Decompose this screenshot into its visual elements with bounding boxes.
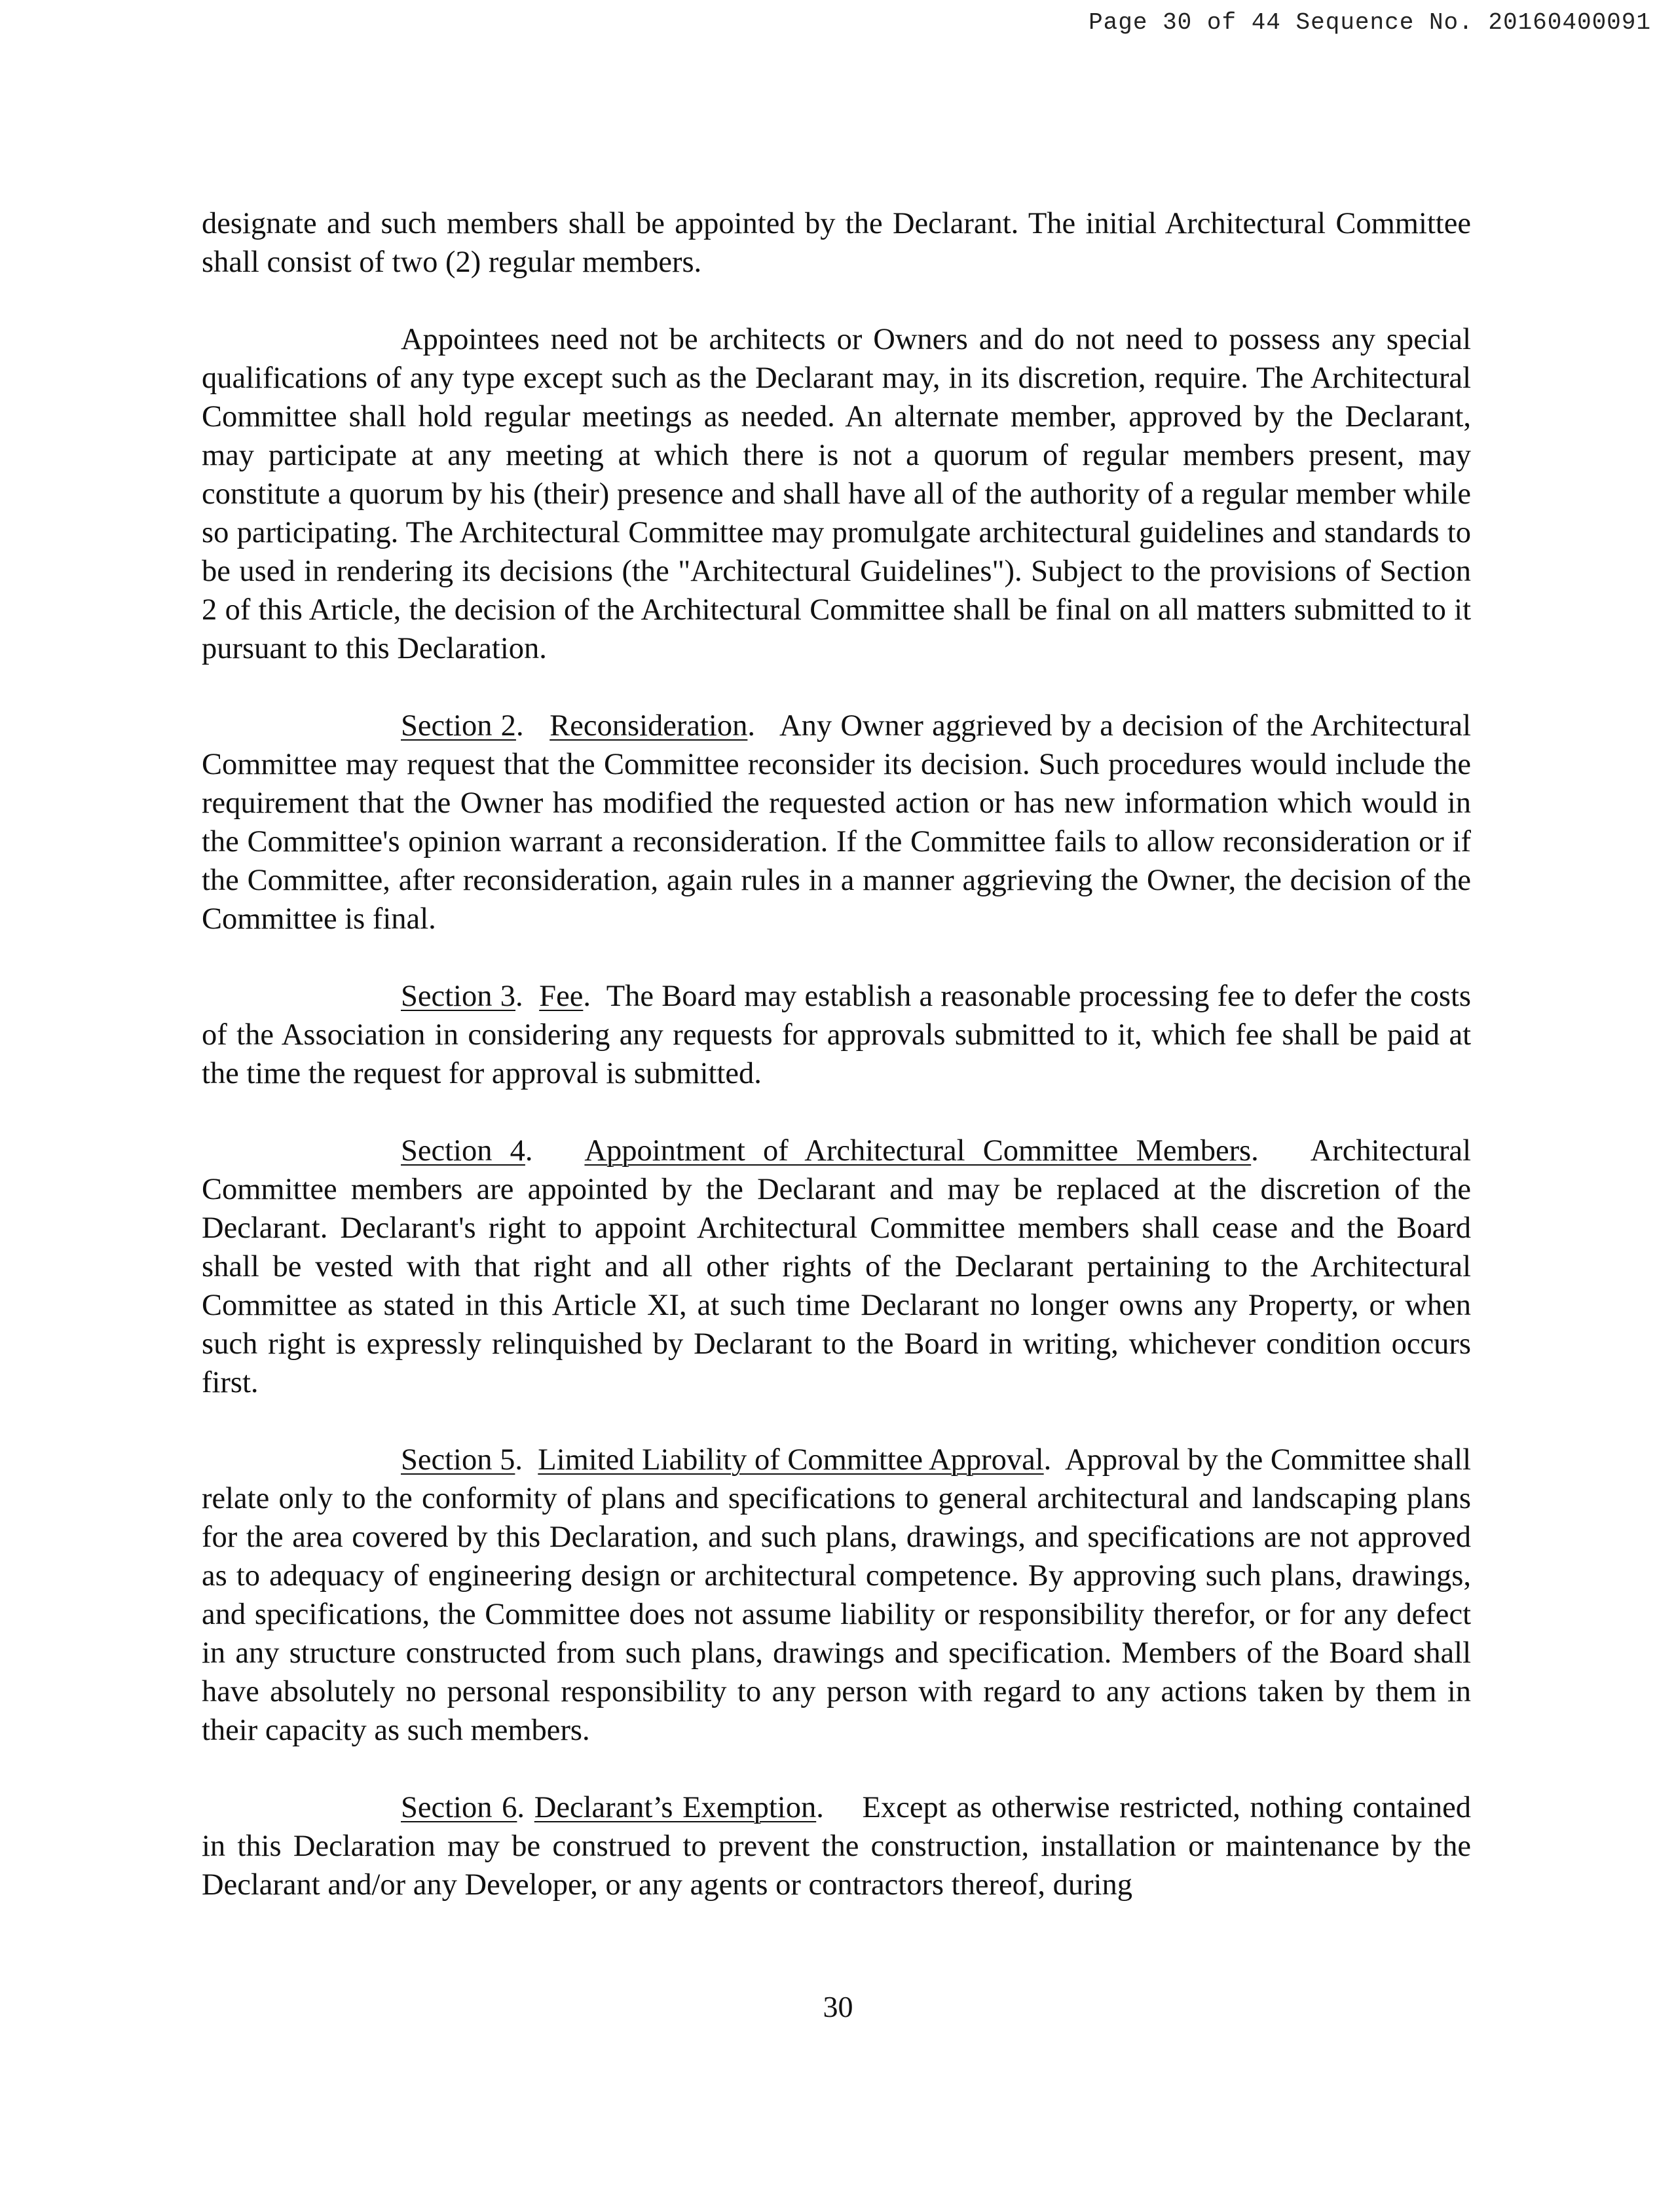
section-6-label: Section 6 bbox=[401, 1791, 517, 1824]
section-6-title: Declarant’s Exemption bbox=[534, 1791, 817, 1824]
section-2-text: Any Owner aggrieved by a decision of the Architectural Committee may request that the Committee reconsider its decision. Such procedures would include the requirement that the Owner has modified the requested action or has new information which would in the Committee's opinion warrant a reconsideration. If the Committee fails to allow reconsideration or if the Committee, after reconsideration, again rules in a manner aggrieving the Owner, the decision of the Committee is final. bbox=[202, 709, 1471, 936]
section-4-title: Appointment of Architectural Committee Members bbox=[584, 1134, 1252, 1168]
section-2-label: Section 2 bbox=[401, 709, 516, 743]
paragraph-continuation: designate and such members shall be appointed by the Declarant. The initial Architectural Committee shall consist of two (2) regular members. bbox=[202, 207, 1471, 279]
section-6-declarant-exemption: Section 6. Declarant’s Exemption. Except as otherwise restricted, nothing contained in this Declaration may be construed to prevent the construction, installation or maintenance by the Declarant and/or any Developer, or any agents or contractors thereof, during bbox=[202, 1791, 1472, 1902]
page-sequence-stamp: Page 30 of 44 Sequence No. 20160400091 bbox=[1089, 9, 1651, 36]
section-5-title: Limited Liability of Committee Approval bbox=[538, 1443, 1044, 1477]
paragraph-appointees: Appointees need not be architects or Owners and do not need to possess any special qualifications of any type except such as the Declarant may, in its discretion, require. The Architectural Committee shall hold regular meetings as needed. An alternate member, approved by the Declarant, may participate at any meeting at which there is not a quorum of regular members present, may constitute a quorum by his (their) presence and shall have all of the authority of a regular member while so participating. The Architectural Committee may promulgate architectural guidelines and standards to be used in rendering its decisions (the "Architectural Guidelines"). Subject to the provisions of Section 2 of this Article, the decision of the Architectural Committee shall be final on all matters submitted to it pursuant to this Declaration. bbox=[202, 323, 1471, 665]
section-3-label: Section 3 bbox=[401, 980, 516, 1013]
section-3-title: Fee bbox=[539, 980, 584, 1013]
page-number: 30 bbox=[823, 1990, 853, 2023]
section-2-reconsideration: Section 2. Reconsideration. Any Owner aggrieved by a decision of the Architectural Committee may request that the Committee reconsider its decision. Such procedures would include the requirement that the Owner has modified the requested action or has new information which would in the Committee's opinion warrant a reconsideration. If the Committee fails to allow reconsideration or if the Committee, after reconsideration, again rules in a manner aggrieving the Owner, the decision of the Committee is final. bbox=[202, 709, 1471, 936]
section-2-title: Reconsideration bbox=[549, 709, 748, 743]
section-3-text: The Board may establish a reasonable processing fee to defer the costs of the Association in considering any requests for approvals submitted to it, which fee shall be paid at the time the request for approval is submitted. bbox=[202, 980, 1472, 1090]
section-6-text: Except as otherwise restricted, nothing contained in this Declaration may be construed to prevent the construction, installation or maintenance by the Declarant and/or any Developer, or any agents or contractors thereof, during bbox=[202, 1791, 1472, 1902]
document-body bbox=[202, 204, 1471, 1904]
section-5-limited-liability: Section 5. Limited Liability of Committee Approval. Approval by the Committee shall relate only to the conformity of plans and specifications to general architectural and landscaping plans for the area covered by this Declaration, and such plans, drawings, and specifications are not approved as to adequacy of engineering design or architectural competence. By approving such plans, drawings, and specifications, the Committee does not assume liability or responsibility therefor, or for any defect in any structure constructed from such plans, drawings and specification. Members of the Board shall have absolutely no personal responsibility to any person with regard to any actions taken by them in their capacity as such members. bbox=[202, 1443, 1472, 1747]
section-4-appointment: Section 4. Appointment of Architectural Committee Members. Architectural Committee members are appointed by the Declarant and may be replaced at the discretion of the Declarant. Declarant's right to appoint Architectural Committee members shall cease and the Board shall be vested with that right and all other rights of the Declarant pertaining to the Architectural Committee as stated in this Article XI, at such time Declarant no longer owns any Property, or when such right is expressly relinquished by Declarant to the Board in writing, whichever condition occurs first. bbox=[202, 1134, 1471, 1399]
section-3-fee: Section 3. Fee. The Board may establish a reasonable processing fee to defer the costs of the Association in considering any requests for approvals submitted to it, which fee shall be paid at the time the request for approval is submitted. bbox=[202, 980, 1472, 1090]
section-4-text: Architectural Committee members are appointed by the Declarant and may be replaced at the discretion of the Declarant. Declarant's right to appoint Architectural Committee members shall cease and the Board shall be vested with that right and all other rights of the Declarant pertaining to the Architectural Committee as stated in this Article XI, at such time Declarant no longer owns any Property, or when such right is expressly relinquished by Declarant to the Board in writing, whichever condition occurs first. bbox=[202, 1134, 1471, 1399]
section-5-label: Section 5 bbox=[401, 1443, 515, 1477]
section-5-text: Approval by the Committee shall relate only to the conformity of plans and specifications to general architectural and landscaping plans for the area covered by this Declaration, and such plans, drawings, and specifications are not approved as to adequacy of engineering design or architectural competence. By approving such plans, drawings, and specifications, the Committee does not assume liability or responsibility therefor, or for any defect in any structure constructed from such plans, drawings and specification. Members of the Board shall have absolutely no personal responsibility to any person with regard to any actions taken by them in their capacity as such members. bbox=[202, 1443, 1472, 1747]
section-4-label: Section 4 bbox=[401, 1134, 525, 1168]
